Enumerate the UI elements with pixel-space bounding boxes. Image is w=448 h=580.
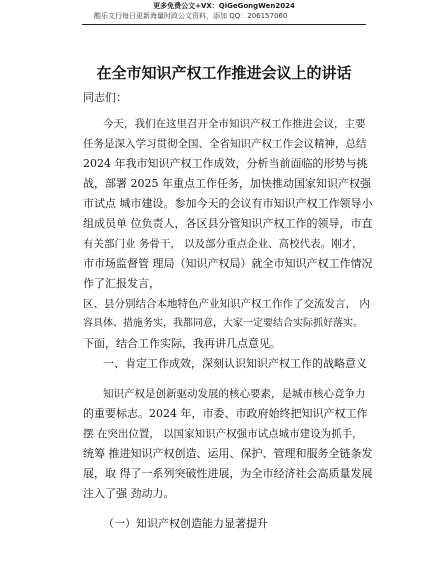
- top-note: 更多免费公文+VX：QiGeGongWen2024: [153, 2, 295, 10]
- body-line: 注入了强 劲动力。: [83, 487, 175, 500]
- salutation: 同志们：: [83, 91, 127, 104]
- body-line: 有关部门业 务骨干， 以及部分重点企业、高校代表。刚才，: [83, 238, 363, 250]
- body-line: 2024 年我市知识产权工作成效，分析当前面临的形势与挑: [83, 157, 368, 170]
- header-rule: [82, 24, 366, 25]
- body-line: 展，取 得了一系列突破性进展，为全市经济社会高质量发展: [83, 467, 373, 480]
- body-line: 区、县分别结合本地特色产业知识产权工作作了交流发言， 内: [83, 298, 370, 310]
- body-line: 作了汇报发言，: [83, 277, 160, 290]
- body-line: 的重要标志。2024 年，市委、市政府始终把知识产权工作: [83, 407, 368, 420]
- subsection-heading: （一）知识产权创造能力显著提升: [103, 517, 268, 530]
- section-heading: 一、肯定工作成效，深刻认识知识产权工作的战略意义: [103, 357, 367, 370]
- body-line: 战，部署 2025 年重点工作任务，加快推动国家知识产权强: [83, 177, 371, 190]
- body-line: 市试点 城市建设。参加今天的会议有市知识产权工作领导小: [83, 197, 373, 210]
- body-line: 今天，我们在这里召开全市知识产权工作推进会议，主要: [103, 118, 366, 130]
- body-line: 组成员单 位负责人，各区县分管知识产权工作的领导，市直: [83, 217, 373, 230]
- document-title: 在全市知识产权工作推进会议上的讲话: [96, 64, 352, 82]
- header-line: 酷乐文行每日更新海量时政公文资料，添加 QQ：206157060: [94, 12, 288, 20]
- body-line: 统筹 推进知识产权创造、运用、保护、管理和服务全链条发: [83, 447, 373, 460]
- body-line: 摆 在突出位置， 以国家知识产权强市试点城市建设为抓手，: [83, 428, 363, 440]
- body-line: 任务是深入学习贯彻全国、全省知识产权工作会议精神，总结: [83, 138, 367, 150]
- body-line: 下面，结合工作实际，我再讲几点意见。: [83, 337, 281, 350]
- body-line: 知识产权是创新驱动发展的核心要素，是城市核心竞争力: [103, 388, 366, 400]
- body-line: 市市场监督管 理局（知识产权局）就全市知识产权工作情况: [83, 257, 373, 270]
- body-line: 容具体、措施务实，我都同意，大家一定要结合实际抓好落实。: [83, 318, 363, 329]
